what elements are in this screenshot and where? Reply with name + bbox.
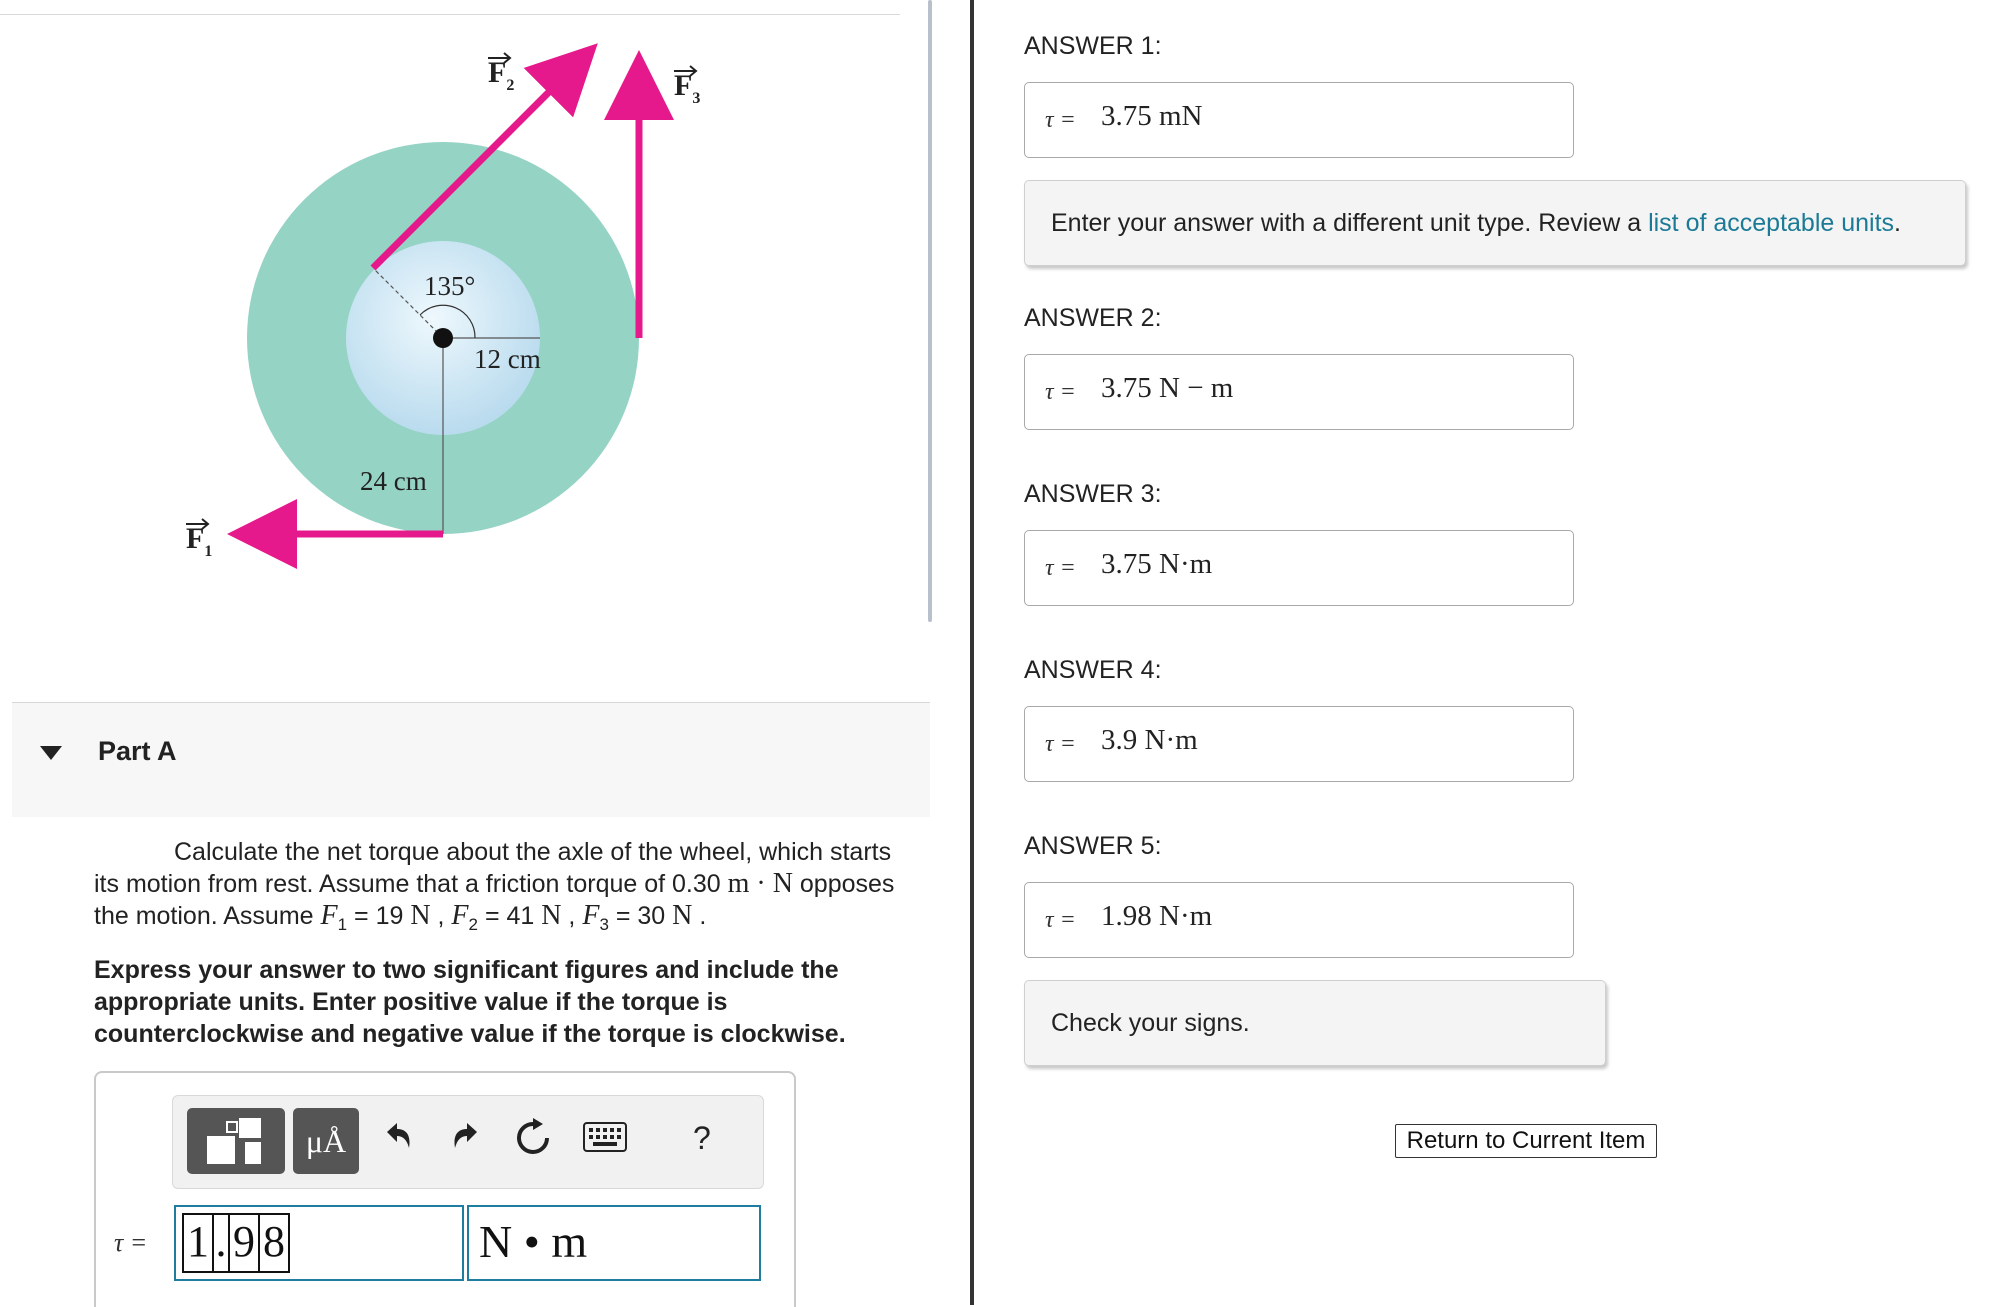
- answer-5-variable: τ =: [1045, 907, 1076, 933]
- feedback-check-signs: [1024, 980, 1606, 1066]
- templates-icon: [187, 1108, 285, 1174]
- label-f2: $F_2$: [488, 56, 515, 94]
- part-title: Part A: [98, 736, 177, 766]
- answer-1-label: ANSWER 1:: [1024, 32, 1162, 60]
- problem-line-1: Calculate the net torque about the axle of the wheel, which starts: [174, 838, 892, 866]
- answer-2-box: [1024, 354, 1574, 430]
- label-outer-radius: 24 cm: [360, 466, 427, 496]
- collapse-triangle-icon[interactable]: [40, 746, 62, 760]
- feedback-unit-type-text: Enter your answer with a different unit type. Review a list of acceptable units.: [1051, 209, 1901, 237]
- label-inner-radius: 12 cm: [474, 344, 541, 374]
- answer-2-variable: τ =: [1045, 379, 1076, 405]
- value-char: 8: [258, 1213, 290, 1273]
- torque-unit-input[interactable]: [467, 1205, 761, 1281]
- value-char: 1: [182, 1213, 214, 1273]
- answer-2-label: ANSWER 2:: [1024, 304, 1162, 332]
- value-char: 9: [228, 1213, 260, 1273]
- answer-5-label: ANSWER 5:: [1024, 832, 1162, 860]
- value-char: .: [212, 1213, 230, 1273]
- acceptable-units-link[interactable]: list of acceptable units: [1648, 209, 1895, 237]
- problem-line-2: its motion from rest. Assume that a friction torque of 0.30 m · N opposes: [94, 868, 895, 899]
- reset-icon[interactable]: [513, 1116, 555, 1158]
- label-angle: 135°: [424, 271, 476, 301]
- tau-label: τ =: [114, 1228, 148, 1257]
- answer-3-box: [1024, 530, 1574, 606]
- return-to-current-item-button[interactable]: Return to Current Item: [1395, 1124, 1657, 1158]
- undo-icon[interactable]: [377, 1116, 417, 1156]
- answer-4-value: 3.9 N·m: [1101, 724, 1198, 756]
- problem-line-3: the motion. Assume $F_1 = 19$ N , $F_2 = 41$ N , $F_3 = 30$ N .: [94, 900, 707, 934]
- answer-5-value: 1.98 N·m: [1101, 900, 1213, 932]
- answer-2-value: 3.75 N − m: [1101, 372, 1234, 404]
- answer-5-box: [1024, 882, 1574, 958]
- left-scrollbar[interactable]: [928, 0, 932, 622]
- answer-3-variable: τ =: [1045, 555, 1076, 581]
- unit-text: N • m: [479, 1216, 588, 1267]
- keyboard-icon[interactable]: [583, 1122, 627, 1152]
- answer-4-variable: τ =: [1045, 731, 1076, 757]
- label-f1: $F_1$: [186, 522, 213, 560]
- templates-button[interactable]: [187, 1108, 285, 1174]
- label-f3: $F_3$: [674, 69, 701, 107]
- value-characters: [182, 1213, 288, 1271]
- answer-4-label: ANSWER 4:: [1024, 656, 1162, 684]
- answer-1-variable: τ =: [1045, 107, 1076, 133]
- feedback-check-signs-text: Check your signs.: [1051, 1009, 1250, 1037]
- answer-4-box: [1024, 706, 1574, 782]
- help-button[interactable]: ?: [693, 1120, 711, 1156]
- redo-icon[interactable]: [447, 1116, 487, 1156]
- units-button[interactable]: μÅ: [293, 1108, 359, 1174]
- feedback-unit-type: [1024, 180, 1966, 266]
- problem-panel: [0, 0, 985, 1305]
- problem-statement: [94, 836, 940, 941]
- answer-1-box: [1024, 82, 1574, 158]
- torque-value-input[interactable]: [174, 1205, 464, 1281]
- math-toolbar: [172, 1095, 764, 1189]
- wheel-figure: [0, 0, 930, 690]
- answer-instructions: Express your answer to two significant figures and include the appropriate units. Enter positive value if the torque is counterclockwise and negative value if the torque is clockwise.: [94, 956, 846, 1048]
- answer-3-label: ANSWER 3:: [1024, 480, 1162, 508]
- answer-1-value: 3.75 mN: [1101, 100, 1203, 132]
- answer-3-value: 3.75 N·m: [1101, 548, 1213, 580]
- axle: [433, 328, 453, 348]
